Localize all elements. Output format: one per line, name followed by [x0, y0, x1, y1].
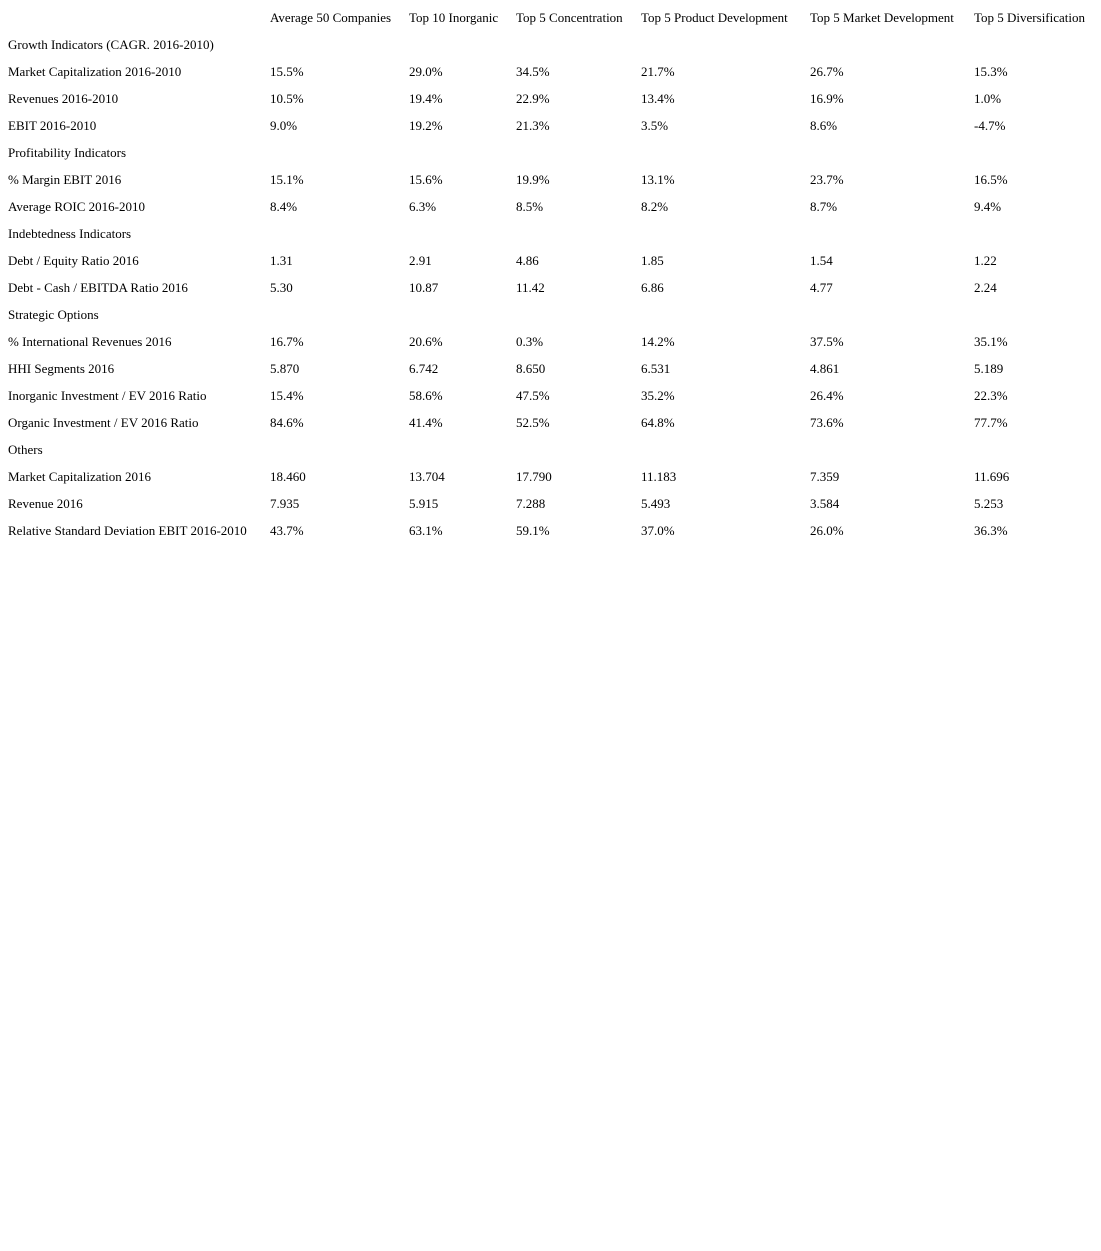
table-cell: 1.0%	[974, 91, 1002, 106]
table-cell: 22.9%	[516, 91, 550, 106]
table-row	[5, 301, 1098, 328]
table-cell: 47.5%	[516, 388, 550, 403]
table-row	[5, 139, 1098, 166]
table-cell	[638, 436, 807, 463]
table-cell	[971, 139, 1098, 166]
table-row	[5, 166, 1098, 193]
table-container	[5, 4, 1098, 544]
table-cell: 73.6%	[810, 415, 844, 430]
table-cell: 34.5%	[516, 64, 550, 79]
table-cell: 2.91	[409, 253, 432, 268]
table-cell: 1.22	[974, 253, 997, 268]
table-cell: 8.4%	[270, 199, 298, 214]
table-body	[5, 31, 1098, 544]
table-cell	[638, 301, 807, 328]
table-cell	[807, 301, 971, 328]
table-cell: 19.9%	[516, 172, 550, 187]
row-label: Organic Investment / EV 2016 Ratio	[8, 415, 199, 430]
table-cell	[267, 220, 406, 247]
table-cell	[638, 220, 807, 247]
table-cell: 7.359	[810, 469, 840, 484]
row-label: Indebtedness Indicators	[8, 226, 132, 241]
column-header: Average 50 Companies	[270, 10, 392, 25]
table-cell	[267, 301, 406, 328]
table-row	[5, 436, 1098, 463]
table-row	[5, 193, 1098, 220]
table-cell: 8.7%	[810, 199, 838, 214]
table-cell: 4.861	[810, 361, 840, 376]
table-cell	[807, 139, 971, 166]
table-cell: 20.6%	[409, 334, 443, 349]
table-cell: 13.4%	[641, 91, 675, 106]
table-cell: 7.288	[516, 496, 546, 511]
table-cell: 8.2%	[641, 199, 669, 214]
table-cell: 77.7%	[974, 415, 1008, 430]
table-cell	[513, 220, 638, 247]
row-label: Others	[8, 442, 43, 457]
table-cell: 4.86	[516, 253, 539, 268]
table-cell	[807, 220, 971, 247]
table-cell: 52.5%	[516, 415, 550, 430]
table-row	[5, 517, 1098, 544]
table-row	[5, 490, 1098, 517]
table-cell	[971, 220, 1098, 247]
table-cell: 13.1%	[641, 172, 675, 187]
table-cell: 6.742	[409, 361, 439, 376]
table-cell: 8.5%	[516, 199, 544, 214]
table-row	[5, 463, 1098, 490]
table-cell: 18.460	[270, 469, 306, 484]
table-cell	[267, 139, 406, 166]
row-label: Debt - Cash / EBITDA Ratio 2016	[8, 280, 188, 295]
table-cell: -4.7%	[974, 118, 1006, 133]
table-cell: 21.3%	[516, 118, 550, 133]
table-cell	[638, 139, 807, 166]
header-row	[5, 4, 1098, 31]
table-cell: 2.24	[974, 280, 997, 295]
table-cell	[513, 31, 638, 58]
column-header: Top 5 Concentration	[516, 10, 623, 25]
table-cell: 22.3%	[974, 388, 1008, 403]
table-cell: 23.7%	[810, 172, 844, 187]
row-label: EBIT 2016-2010	[8, 118, 97, 133]
table-cell: 37.5%	[810, 334, 844, 349]
table-cell: 64.8%	[641, 415, 675, 430]
table-cell: 5.189	[974, 361, 1004, 376]
table-row	[5, 274, 1098, 301]
table-cell: 19.4%	[409, 91, 443, 106]
table-cell	[971, 31, 1098, 58]
row-label: Debt / Equity Ratio 2016	[8, 253, 139, 268]
table-cell: 58.6%	[409, 388, 443, 403]
table-cell: 1.31	[270, 253, 293, 268]
table-cell	[406, 301, 513, 328]
table-cell: 9.0%	[270, 118, 298, 133]
column-header: Top 5 Product Development	[641, 10, 788, 25]
table-cell	[267, 436, 406, 463]
table-cell: 26.7%	[810, 64, 844, 79]
row-label: Revenues 2016-2010	[8, 91, 119, 106]
table-cell: 26.0%	[810, 523, 844, 538]
table-cell: 15.3%	[974, 64, 1008, 79]
table-cell	[406, 139, 513, 166]
table-cell: 6.3%	[409, 199, 437, 214]
table-cell: 8.650	[516, 361, 546, 376]
table-cell: 6.531	[641, 361, 671, 376]
table-row	[5, 382, 1098, 409]
row-label: Inorganic Investment / EV 2016 Ratio	[8, 388, 207, 403]
table-cell: 35.1%	[974, 334, 1008, 349]
table-cell: 16.7%	[270, 334, 304, 349]
table-cell: 4.77	[810, 280, 833, 295]
table-cell: 29.0%	[409, 64, 443, 79]
indicators-table	[5, 4, 1098, 544]
table-cell: 26.4%	[810, 388, 844, 403]
table-cell: 19.2%	[409, 118, 443, 133]
table-cell: 1.54	[810, 253, 833, 268]
table-cell	[971, 301, 1098, 328]
row-label: Strategic Options	[8, 307, 99, 322]
table-cell: 43.7%	[270, 523, 304, 538]
table-cell: 8.6%	[810, 118, 838, 133]
table-cell: 36.3%	[974, 523, 1008, 538]
table-cell: 1.85	[641, 253, 664, 268]
table-cell: 5.915	[409, 496, 439, 511]
table-cell: 15.5%	[270, 64, 304, 79]
table-cell: 3.584	[810, 496, 840, 511]
table-cell	[807, 436, 971, 463]
table-cell: 35.2%	[641, 388, 675, 403]
table-cell: 10.87	[409, 280, 439, 295]
table-cell: 11.183	[641, 469, 677, 484]
table-cell: 5.493	[641, 496, 671, 511]
table-row	[5, 328, 1098, 355]
table-cell: 15.6%	[409, 172, 443, 187]
table-cell: 84.6%	[270, 415, 304, 430]
table-cell	[807, 31, 971, 58]
table-row	[5, 409, 1098, 436]
row-label: Relative Standard Deviation EBIT 2016-2010	[8, 523, 247, 538]
table-cell: 16.9%	[810, 91, 844, 106]
row-label: Revenue 2016	[8, 496, 83, 511]
table-row	[5, 31, 1098, 58]
table-cell: 7.935	[270, 496, 300, 511]
corner-cell	[5, 4, 267, 31]
table-cell	[513, 301, 638, 328]
table-row	[5, 85, 1098, 112]
table-cell	[406, 220, 513, 247]
table-cell	[513, 139, 638, 166]
table-cell: 37.0%	[641, 523, 675, 538]
table-cell: 5.30	[270, 280, 293, 295]
row-label: Market Capitalization 2016-2010	[8, 64, 182, 79]
table-row	[5, 247, 1098, 274]
table-cell: 15.1%	[270, 172, 304, 187]
table-cell: 17.790	[516, 469, 552, 484]
table-cell: 41.4%	[409, 415, 443, 430]
table-cell: 5.253	[974, 496, 1004, 511]
table-cell: 63.1%	[409, 523, 443, 538]
row-label: HHI Segments 2016	[8, 361, 115, 376]
table-row	[5, 355, 1098, 382]
row-label: Market Capitalization 2016	[8, 469, 151, 484]
row-label: % Margin EBIT 2016	[8, 172, 122, 187]
table-cell: 6.86	[641, 280, 664, 295]
table-row	[5, 58, 1098, 85]
table-cell: 5.870	[270, 361, 300, 376]
table-cell: 11.42	[516, 280, 545, 295]
table-row	[5, 220, 1098, 247]
table-cell: 9.4%	[974, 199, 1002, 214]
table-cell: 0.3%	[516, 334, 544, 349]
table-cell: 10.5%	[270, 91, 304, 106]
row-label: Growth Indicators (CAGR. 2016-2010)	[8, 37, 214, 52]
table-cell	[267, 31, 406, 58]
table-cell: 15.4%	[270, 388, 304, 403]
table-cell	[406, 436, 513, 463]
table-cell: 13.704	[409, 469, 445, 484]
table-cell	[971, 436, 1098, 463]
table-cell	[638, 31, 807, 58]
column-header: Top 10 Inorganic	[409, 10, 499, 25]
table-cell	[406, 31, 513, 58]
column-header: Top 5 Diversification	[974, 10, 1086, 25]
row-label: Average ROIC 2016-2010	[8, 199, 145, 214]
row-label: Profitability Indicators	[8, 145, 127, 160]
table-cell: 14.2%	[641, 334, 675, 349]
table-cell: 3.5%	[641, 118, 669, 133]
table-cell: 21.7%	[641, 64, 675, 79]
table-cell: 16.5%	[974, 172, 1008, 187]
table-cell: 11.696	[974, 469, 1010, 484]
table-cell: 59.1%	[516, 523, 550, 538]
row-label: % International Revenues 2016	[8, 334, 172, 349]
table-cell	[513, 436, 638, 463]
column-header: Top 5 Market Development	[810, 10, 954, 25]
table-row	[5, 112, 1098, 139]
